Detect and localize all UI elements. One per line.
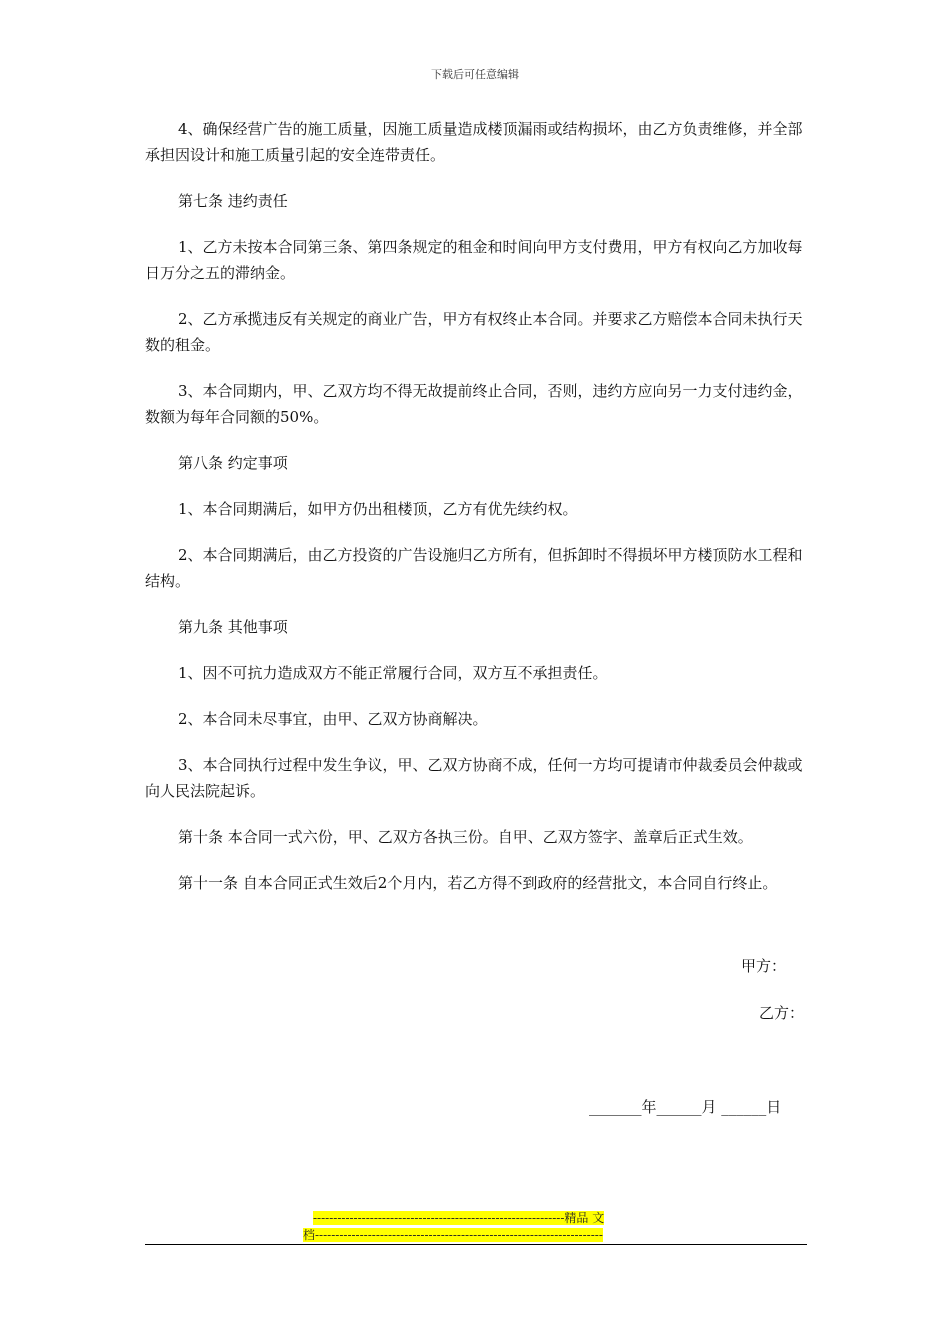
article-10: 第十条 本合同一式六份，甲、乙双方各执三份。自甲、乙双方签字、盖章后正式生效。 bbox=[178, 828, 753, 846]
party-a-signature: 甲方： bbox=[741, 957, 787, 975]
clause-9-3: 3、本合同执行过程中发生争议，甲、乙双方协商不成，任何一方均可提请市仲裁委员会仲裁或向人民法院起诉。 bbox=[145, 756, 803, 800]
article-11: 第十一条 自本合同正式生效后2个月内，若乙方得不到政府的经营批文，本合同自行终止。 bbox=[178, 874, 778, 892]
footer-divider bbox=[145, 1244, 807, 1245]
signing-date: _______年______月 ______日 bbox=[589, 1098, 782, 1116]
footer-line-2-text: 档----------------------------------------------------------------------- bbox=[303, 1228, 603, 1242]
article-7-heading: 第七条 违约责任 bbox=[178, 192, 288, 210]
article-8-heading: 第八条 约定事项 bbox=[178, 454, 288, 472]
clause-7-3: 3、本合同期内，甲、乙双方均不得无故提前终止合同，否则，违约方应向另一力支付违约金，数额为每年合同额的50%。 bbox=[145, 382, 803, 426]
clause-8-1: 1、本合同期满后，如甲方仍出租楼顶，乙方有优先续约权。 bbox=[178, 500, 578, 518]
footer-line-1-text: --------------------------------------------------------------精品 文 bbox=[313, 1211, 605, 1225]
clause-9-1: 1、因不可抗力造成双方不能正常履行合同，双方互不承担责任。 bbox=[178, 664, 608, 682]
footer-watermark bbox=[303, 1210, 648, 1244]
party-b-signature: 乙方： bbox=[759, 1004, 805, 1022]
clause-8-2: 2、本合同期满后，由乙方投资的广告设施归乙方所有，但拆卸时不得损坏甲方楼顶防水工程和结构。 bbox=[145, 546, 803, 590]
article-9-heading: 第九条 其他事项 bbox=[178, 618, 288, 636]
header-note: 下载后可任意编辑 bbox=[431, 68, 519, 81]
clause-9-2: 2、本合同未尽事宜，由甲、乙双方协商解决。 bbox=[178, 710, 488, 728]
footer-line-2 bbox=[303, 1227, 648, 1244]
footer-line-1 bbox=[303, 1210, 648, 1227]
clause-7-1: 1、乙方未按本合同第三条、第四条规定的租金和时间向甲方支付费用，甲方有权向乙方加收每日万分之五的滞纳金。 bbox=[145, 238, 803, 282]
clause-7-2: 2、乙方承揽违反有关规定的商业广告，甲方有权终止本合同。并要求乙方赔偿本合同未执行天数的租金。 bbox=[145, 310, 803, 354]
clause-6-4: 4、确保经营广告的施工质量，因施工质量造成楼顶漏雨或结构损坏，由乙方负责维修，并全部承担因设计和施工质量引起的安全连带责任。 bbox=[145, 120, 803, 164]
contract-body bbox=[145, 116, 810, 916]
